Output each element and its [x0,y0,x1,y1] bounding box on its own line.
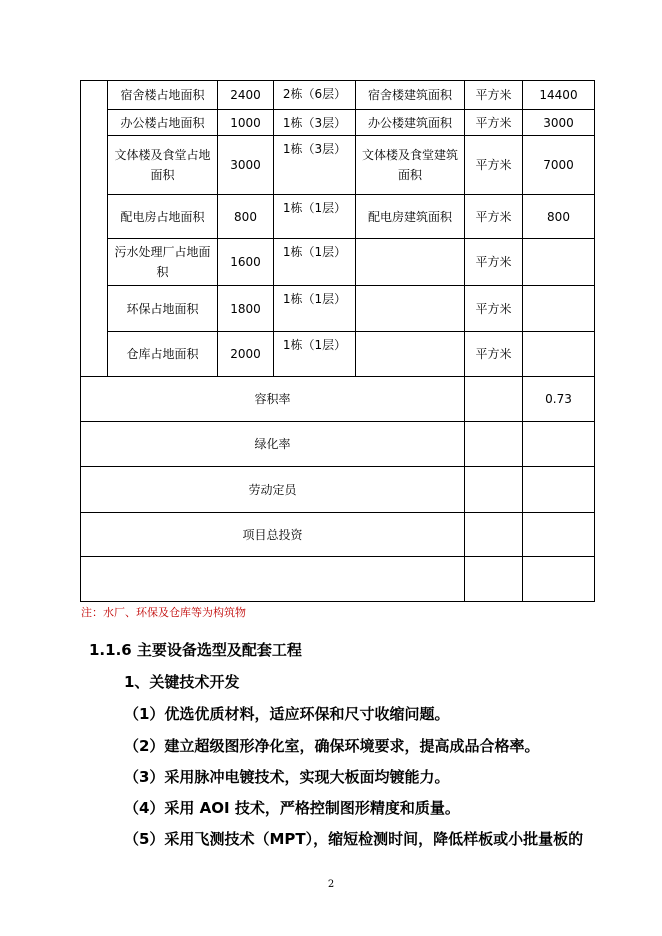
table-cell: 平方米 [465,81,523,110]
table-cell [356,286,465,332]
summary-label: 容积率 [81,377,465,422]
list-item: （2）建立超级图形净化室，确保环境要求，提高成品合格率。 [124,737,540,755]
table-cell: 2000 [218,332,274,377]
table-cell: 宿舍楼占地面积 [108,81,218,110]
summary-value: 0.73 [523,377,595,422]
table-row [81,286,595,332]
summary-unit-cell [465,422,523,467]
table-row [81,110,595,136]
summary-row [81,377,595,422]
table-cell: 1栋（1层） [274,195,356,239]
table-cell: 800 [523,195,595,239]
table-cell: 文体楼及食堂占地面积 [108,136,218,195]
table-row [81,239,595,286]
summary-row [81,513,595,557]
table-cell: 1800 [218,286,274,332]
table-cell: 1栋（3层） [274,136,356,195]
table-cell: 1栋（1层） [274,286,356,332]
table-cell: 配电房占地面积 [108,195,218,239]
table-cell: 14400 [523,81,595,110]
table-cell: 配电房建筑面积 [356,195,465,239]
table-cell: 平方米 [465,136,523,195]
list-item: （3）采用脉冲电镀技术，实现大板面均镀能力。 [124,768,450,786]
table-cell: 平方米 [465,195,523,239]
table-cell: 平方米 [465,110,523,136]
summary-unit-cell [465,557,523,602]
summary-label: 项目总投资 [81,513,465,557]
table-cell: 800 [218,195,274,239]
table-row [81,81,595,110]
table-cell: 平方米 [465,239,523,286]
table-cell: 2400 [218,81,274,110]
table-row [81,332,595,377]
summary-value [523,557,595,602]
table-cell: 1栋（1层） [274,239,356,286]
summary-row [81,467,595,513]
summary-unit-cell [465,377,523,422]
table-cell: 1栋（1层） [274,332,356,377]
table-cell: 污水处理厂占地面积 [108,239,218,286]
table-cell [356,332,465,377]
table-cell: 7000 [523,136,595,195]
table-cell [356,239,465,286]
section-heading: 1.1.6 主要设备选型及配套工程 [89,641,302,659]
summary-label: 绿化率 [81,422,465,467]
list-item: （5）采用飞测技术（MPT），缩短检测时间，降低样板或小批量板的 [124,830,584,848]
summary-unit-cell [465,513,523,557]
table-cell: 3000 [523,110,595,136]
summary-row [81,422,595,467]
table-cell: 平方米 [465,286,523,332]
table-cell [523,286,595,332]
table-cell: 办公楼建筑面积 [356,110,465,136]
land-use-table [80,80,595,602]
table-cell: 平方米 [465,332,523,377]
summary-value [523,513,595,557]
table-cell: 3000 [218,136,274,195]
summary-label [81,557,465,602]
table-cell: 2栋（6层） [274,81,356,110]
table-cell: 文体楼及食堂建筑面积 [356,136,465,195]
table-cell: 宿舍楼建筑面积 [356,81,465,110]
table-cell: 1000 [218,110,274,136]
blank-left-cell [81,81,108,377]
table-cell [523,332,595,377]
page-number: 2 [327,879,335,890]
table-cell [523,239,595,286]
table-row [81,136,595,195]
subsection-title: 1、关键技术开发 [124,673,240,691]
table-cell: 环保占地面积 [108,286,218,332]
summary-value [523,467,595,513]
table-cell: 仓库占地面积 [108,332,218,377]
list-item: （1）优选优质材料，适应环保和尺寸收缩问题。 [124,705,450,723]
summary-label: 劳动定员 [81,467,465,513]
table-cell: 1栋（3层） [274,110,356,136]
summary-row [81,557,595,602]
table-cell: 办公楼占地面积 [108,110,218,136]
summary-value [523,422,595,467]
table-cell: 1600 [218,239,274,286]
list-item: （4）采用 AOI 技术，严格控制图形精度和质量。 [124,799,460,817]
table-row [81,195,595,239]
summary-unit-cell [465,467,523,513]
table-footnote: 注：水厂、环保及仓库等为构筑物 [81,606,246,619]
